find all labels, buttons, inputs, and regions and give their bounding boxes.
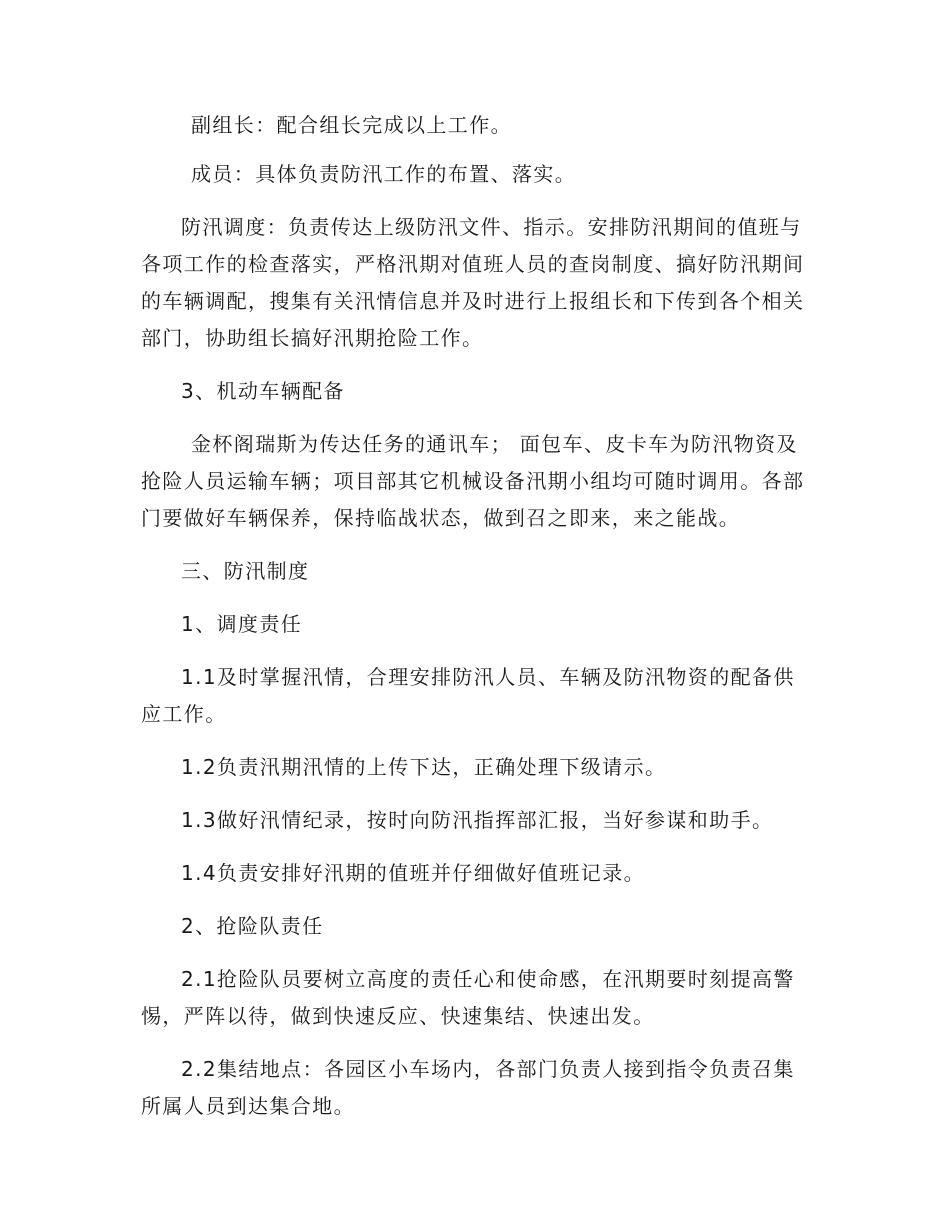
paragraph-members: 成员：具体负责防汛工作的布置、落实。 bbox=[191, 162, 577, 186]
paragraph-flood-dispatch: 防汛调度：负责传达上级防汛文件、指示。安排防汛期间的值班与各项工作的检查落实，严格汛期对值班人员的查岗制度、搞好防汛期间的车辆调配，搜集有关汛情信息并及时进行上报组长和下传到各个相关部门，协助组长搞好汛期抢险工作。 bbox=[141, 215, 805, 350]
item-2-1: 2.1抢险队员要树立高度的责任心和使命感，在汛期要时刻提高警惕，严阵以待，做到快速反应、快速集结、快速出发。 bbox=[141, 967, 795, 1028]
item-1-1: 1.1及时掌握汛情，合理安排防汛人员、车辆及防汛物资的配备供应工作。 bbox=[141, 665, 795, 726]
paragraph-deputy-leader: 副组长：配合组长完成以上工作。 bbox=[191, 113, 512, 137]
heading-rescue-team-duty: 2、抢险队责任 bbox=[181, 914, 324, 938]
heading-vehicle-allocation: 3、机动车辆配备 bbox=[181, 379, 345, 403]
heading-dispatch-duty: 1、调度责任 bbox=[181, 612, 303, 636]
document-body bbox=[141, 107, 811, 1125]
item-1-4: 1.4负责安排好汛期的值班并仔细做好值班记录。 bbox=[181, 861, 646, 885]
item-1-2: 1.2负责汛期汛情的上传下达，正确处理下级请示。 bbox=[181, 755, 667, 779]
item-1-3: 1.3做好汛情纪录，按时向防汛指挥部汇报，当好参谋和助手。 bbox=[181, 808, 774, 832]
paragraph-vehicles: 金杯阁瑞斯为传达任务的通讯车； 面包车、皮卡车为防汛物资及抢险人员运输车辆；项目部其它机械设备汛期小组均可随时调用。各部门要做好车辆保养，保持临战状态，做到召之即来，来之能战。 bbox=[141, 432, 805, 530]
heading-flood-system: 三、防汛制度 bbox=[181, 559, 310, 583]
item-2-2: 2.2集结地点：各园区小车场内，各部门负责人接到指令负责召集所属人员到达集合地。 bbox=[141, 1057, 795, 1118]
